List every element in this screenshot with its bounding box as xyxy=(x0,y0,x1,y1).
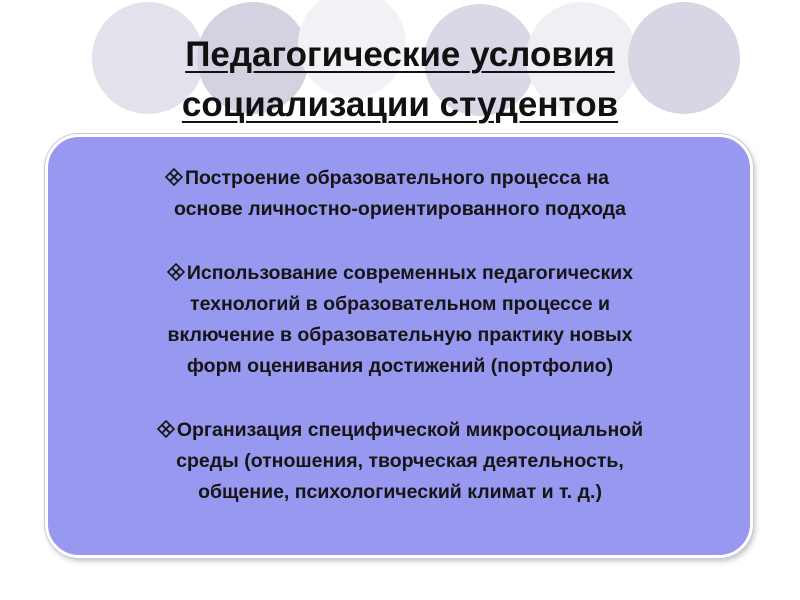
quad-diamond-bullet-icon xyxy=(157,420,175,438)
slide-title xyxy=(60,30,740,130)
list-item-line: включение в образовательную практику новых xyxy=(167,324,633,346)
list-item-line: среды (отношения, творческая деятельность, xyxy=(176,450,624,472)
list-item-line: технологий в образовательном процессе и xyxy=(190,293,610,315)
list-item xyxy=(62,415,738,508)
list-item-line: Использование современных педагогических xyxy=(70,258,730,289)
list-item xyxy=(70,258,730,382)
quad-diamond-bullet-icon xyxy=(167,263,185,281)
list-item xyxy=(70,163,730,225)
list-item-line: Построение образовательного процесса на xyxy=(70,163,730,194)
title-line-1: Педагогические условия xyxy=(185,35,615,74)
title-line-2: социализации студентов xyxy=(181,85,619,124)
list-item-line: Организация специфической микросоциальной xyxy=(62,415,738,446)
list-item-line: основе личностно-ориентированного подхода xyxy=(174,198,626,220)
list-item-line: форм оценивания достижений (портфолио) xyxy=(186,355,614,377)
list-item-line: общение, психологический климат и т. д.) xyxy=(198,481,602,503)
quad-diamond-bullet-icon xyxy=(165,168,183,186)
